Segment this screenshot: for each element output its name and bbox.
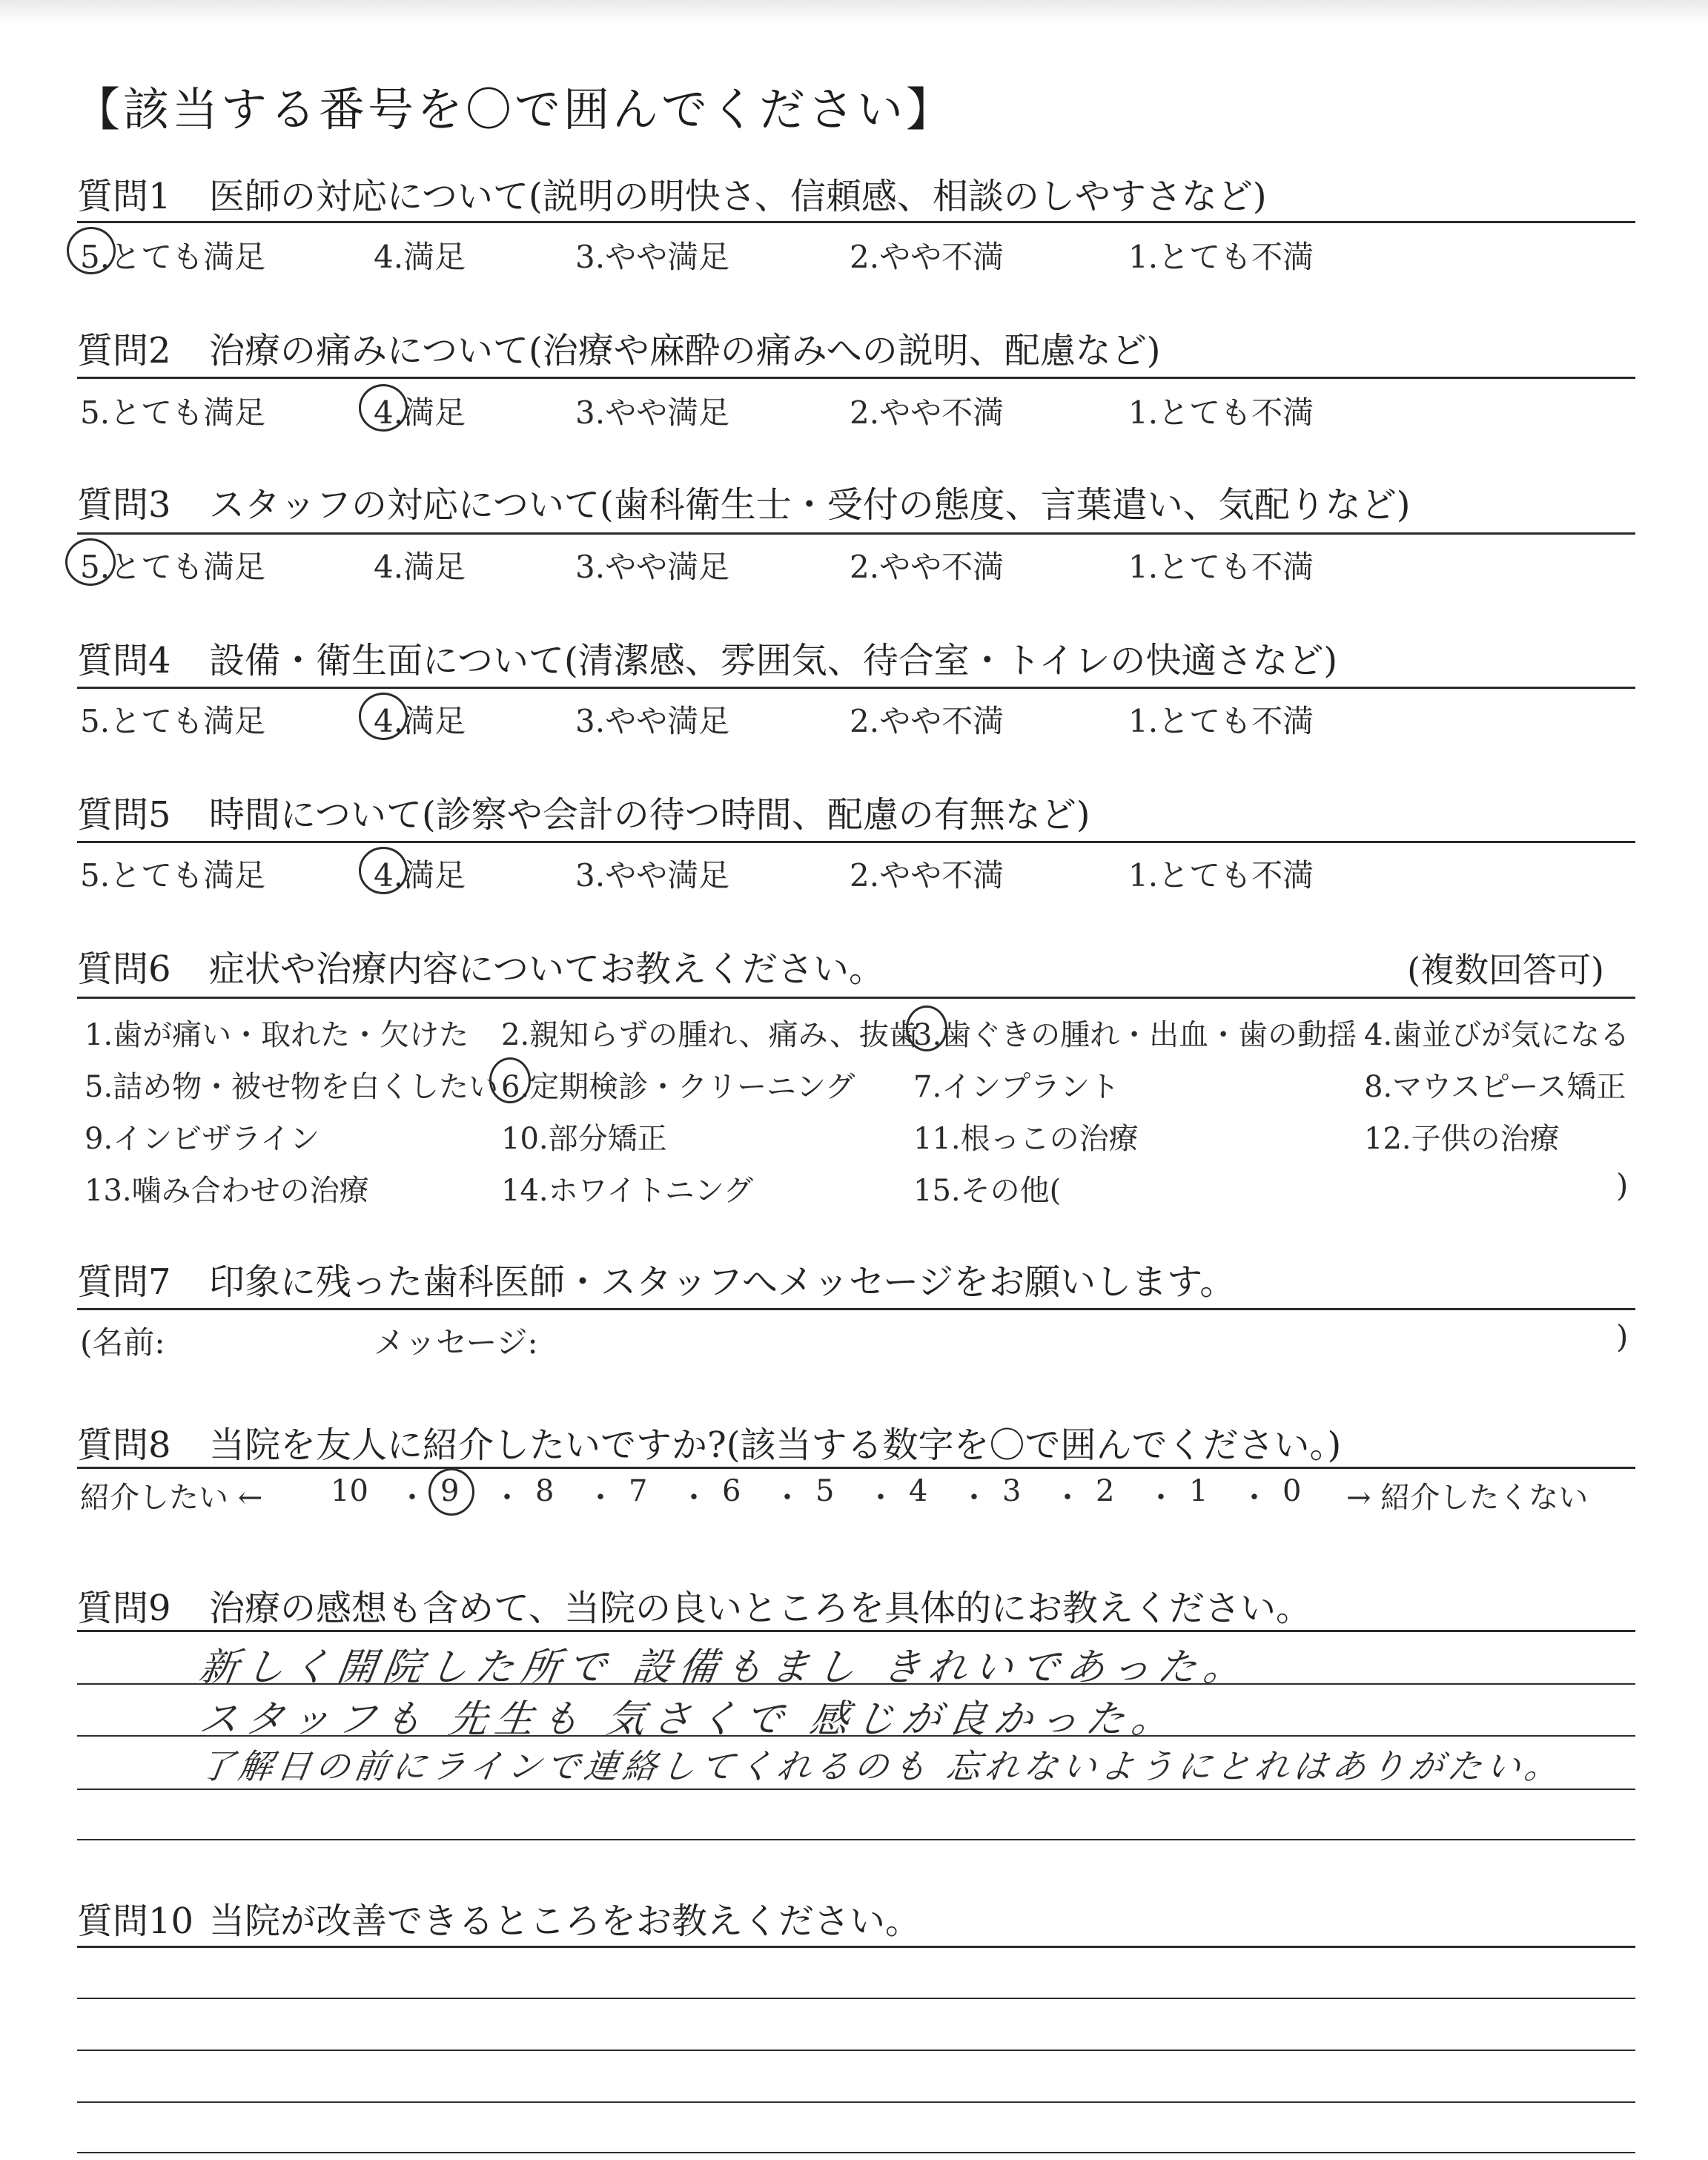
scale-dot: ・ [1239,1481,1269,1515]
symptom-item[interactable]: 5.詰め物・被せ物を白くしたい [85,1070,499,1104]
symptom-item[interactable]: 11.根っこの治療 [913,1122,1139,1156]
page-heading: 【該当する番号を〇で囲んでください】 [74,82,956,136]
question-number: 質問7 [77,1261,171,1303]
scale-value[interactable]: 8 [535,1474,555,1508]
answer-circle-mark [359,384,408,432]
scale-value[interactable]: 6 [722,1474,741,1508]
option-3[interactable]: 3.やや満足 [575,549,730,585]
question-rule [77,997,1635,999]
writing-line [77,1789,1635,1790]
symptom-item[interactable]: 4.歯並びが気になる [1364,1018,1630,1052]
question-6 [77,940,884,991]
question-text: 当院が改善できるところをお教えください。 [209,1900,921,1942]
question-number: 質問2 [77,330,171,371]
answer-circle-mark [359,847,408,894]
symptom-item[interactable]: 10.部分矯正 [501,1122,667,1156]
scale-dot: ・ [1053,1481,1082,1515]
symptom-item[interactable]: 3.歯ぐきの腫れ・出血・歯の動揺 [913,1018,1357,1052]
scale-value[interactable]: 2 [1096,1474,1115,1508]
question-rule [77,1946,1635,1948]
scale-value[interactable]: 5 [815,1474,835,1508]
scale-dot: ・ [959,1481,989,1515]
question-rule [77,1467,1635,1469]
option-1[interactable]: 1.とても不満 [1128,394,1314,431]
scale-value[interactable]: 9 [440,1474,460,1508]
question-9 [77,1579,1311,1631]
question-10 [77,1892,921,1943]
question-rule [77,221,1635,223]
symptom-item[interactable]: 13.噛み合わせの治療 [85,1174,369,1208]
question-2 [77,322,1161,373]
question-text: 治療の痛みについて(治療や麻酔の痛みへの説明、配慮など) [209,330,1161,371]
closing-paren: ) [1616,1318,1629,1355]
question-7 [77,1253,1235,1304]
option-2[interactable]: 2.やや不満 [850,239,1004,275]
handwritten-comment-line: 了解日の前にラインで連絡してくれるのも 忘れないようにとれはありがたい。 [196,1746,1566,1786]
option-4[interactable]: 4.満足 [374,394,466,431]
question-text: スタッフの対応について(歯科衛生士・受付の態度、言葉遣い、気配りなど) [209,484,1411,526]
question-number: 質問8 [77,1424,171,1466]
scale-dot: ・ [1146,1481,1176,1515]
closing-paren: ) [1616,1167,1629,1203]
message-label: メッセージ: [374,1324,538,1361]
question-text: 医師の対応について(説明の明快さ、信頼感、相談のしやすさなど) [209,176,1267,217]
option-3[interactable]: 3.やや満足 [575,703,730,739]
question-1 [77,168,1267,219]
writing-line [77,1839,1635,1840]
option-4[interactable]: 4.満足 [374,703,466,739]
question-rule [77,377,1635,379]
recommend-right-label: → 紹介したくない [1346,1481,1589,1515]
option-5[interactable]: 5.とても満足 [80,549,266,585]
symptom-item[interactable]: 7.インプラント [913,1070,1120,1104]
option-3[interactable]: 3.やや満足 [575,239,730,275]
scale-dot: ・ [866,1481,896,1515]
question-number: 質問1 [77,176,171,217]
scale-value[interactable]: 4 [909,1474,928,1508]
question-text: 治療の感想も含めて、当院の良いところを具体的にお教えください。 [209,1588,1312,1629]
symptom-item[interactable]: 8.マウスピース矯正 [1364,1070,1626,1104]
handwritten-comment-line: スタッフも 先生も 気さくで 感じが良かった。 [196,1697,1182,1742]
answer-circle-mark [65,538,116,586]
scale-value[interactable]: 0 [1282,1474,1302,1508]
symptom-item[interactable]: 6.定期検診・クリーニング [501,1070,855,1104]
scale-value[interactable]: 10 [331,1474,368,1508]
answer-circle-mark [489,1057,531,1103]
answer-circle-mark [359,693,408,740]
question-number: 質問4 [77,640,171,681]
option-2[interactable]: 2.やや不満 [850,857,1004,894]
name-label: (名前: [80,1324,165,1361]
option-3[interactable]: 3.やや満足 [575,857,730,894]
option-5[interactable]: 5.とても満足 [80,239,266,275]
question-rule [77,532,1635,535]
question-rule [77,841,1635,843]
writing-line [77,2101,1635,2103]
option-1[interactable]: 1.とても不満 [1128,703,1314,739]
answer-circle-mark [428,1468,474,1516]
scale-dot: ・ [397,1481,427,1515]
handwritten-comment-line: 新しく開院した所で 設備もまし きれいであった。 [196,1645,1253,1690]
scale-dot: ・ [586,1481,615,1515]
scale-dot: ・ [492,1481,522,1515]
recommend-left-label: 紹介したい ← [80,1481,263,1515]
question-rule [77,1308,1635,1310]
symptom-item[interactable]: 9.インビザライン [85,1122,320,1156]
symptom-item[interactable]: 12.子供の治療 [1364,1122,1560,1156]
question-text: 症状や治療内容についてお教えください。 [209,948,885,990]
question-number: 質問6 [77,948,171,990]
question-text: 設備・衛生面について(清潔感、雰囲気、待合室・トイレの快適さなど) [209,640,1338,681]
scan-top-edge [0,0,1708,25]
answer-circle-mark [67,227,116,274]
writing-line [77,2050,1635,2051]
question-number: 質問10 [77,1900,194,1942]
question-number: 質問3 [77,484,171,526]
symptom-item[interactable]: 2.親知らずの腫れ、痛み、抜歯 [501,1018,918,1052]
option-1[interactable]: 1.とても不満 [1128,857,1314,894]
question-text: 印象に残った歯科医師・スタッフへメッセージをお願いします。 [209,1261,1236,1303]
question-number: 質問9 [77,1588,171,1629]
question-4 [77,632,1337,683]
answer-circle-mark [906,1005,947,1051]
option-4[interactable]: 4.満足 [374,549,466,585]
option-1[interactable]: 1.とても不満 [1128,549,1314,585]
question-text: 時間について(診察や会計の待つ時間、配慮の有無など) [209,794,1090,836]
question-rule [77,687,1635,689]
scale-value[interactable]: 7 [629,1474,648,1508]
option-5[interactable]: 5.とても満足 [80,857,266,894]
multiple-answer-note: (複数回答可) [1407,950,1604,990]
symptom-item-other[interactable]: 15.その他( [913,1174,1062,1208]
writing-line [77,1998,1635,1999]
option-2[interactable]: 2.やや不満 [850,549,1004,585]
question-3 [77,476,1411,527]
question-8 [77,1416,1341,1467]
option-5[interactable]: 5.とても満足 [80,394,266,431]
scale-dot: ・ [679,1481,709,1515]
option-4[interactable]: 4.満足 [374,857,466,894]
scale-dot: ・ [772,1481,802,1515]
question-5 [77,786,1090,837]
question-number: 質問5 [77,794,171,836]
option-1[interactable]: 1.とても不満 [1128,239,1314,275]
option-3[interactable]: 3.やや満足 [575,394,730,431]
scale-value[interactable]: 3 [1002,1474,1022,1508]
scale-value[interactable]: 1 [1189,1474,1208,1508]
option-2[interactable]: 2.やや不満 [850,394,1004,431]
option-2[interactable]: 2.やや不満 [850,703,1004,739]
question-rule [77,1630,1635,1632]
option-4[interactable]: 4.満足 [374,239,466,275]
symptom-item[interactable]: 1.歯が痛い・取れた・欠けた [85,1018,469,1052]
option-5[interactable]: 5.とても満足 [80,703,266,739]
writing-line [77,2152,1635,2153]
symptom-item[interactable]: 14.ホワイトニング [501,1174,754,1208]
question-text: 当院を友人に紹介したいですか?(該当する数字を〇で囲んでください。) [209,1424,1342,1466]
